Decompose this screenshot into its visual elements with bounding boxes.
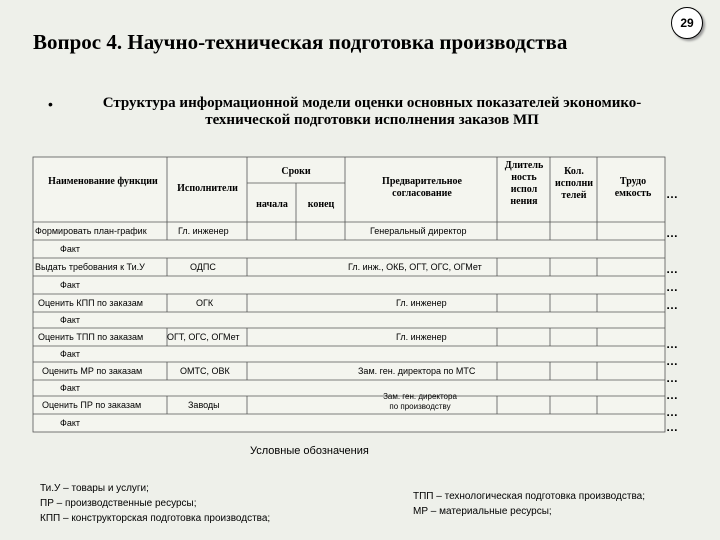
row-6-name: Оценить ПР по заказам xyxy=(42,400,142,410)
ellipsis-2: … xyxy=(666,262,679,276)
row-4-approval: Гл. инженер xyxy=(396,332,447,342)
row-3-executor: ОГК xyxy=(196,298,214,308)
ellipsis-6: … xyxy=(666,354,679,368)
slide-title: Вопрос 4. Научно-техническая подготовка производства xyxy=(33,30,568,54)
row-3-approval: Гл. инженер xyxy=(396,298,447,308)
ellipsis-7: … xyxy=(666,371,679,385)
ellipsis-8: … xyxy=(666,388,679,402)
row-3-name: Оценить КПП по заказам xyxy=(38,298,143,308)
col-header-start: начала xyxy=(256,199,288,210)
row-4-fact: Факт xyxy=(60,349,81,359)
row-4-executor: ОГТ, ОГС, ОГМет xyxy=(167,332,240,342)
col-header-end: конец xyxy=(307,199,335,210)
legend-item: ТПП – технологическая подготовка производства; xyxy=(413,491,645,502)
row-1-approval: Генеральный директор xyxy=(370,226,467,236)
row-1-name: Формировать план-график xyxy=(35,226,147,236)
page-number-badge: 29 xyxy=(671,7,703,39)
row-6-executor: Заводы xyxy=(188,400,220,410)
col-header-terms: Сроки xyxy=(281,166,311,177)
subtitle-line-1: Структура информационной модели оценки основных показателей экономико- xyxy=(102,95,642,111)
ellipsis-1: … xyxy=(666,226,679,240)
col-header-approval: Предварительное согласование xyxy=(382,176,462,199)
row-3-fact: Факт xyxy=(60,315,81,325)
ellipsis-9: … xyxy=(666,405,679,419)
legend-left xyxy=(40,481,270,526)
col-header-executor: Исполнители xyxy=(177,183,238,194)
row-2-executor: ОДПС xyxy=(190,262,216,272)
legend-item: МР – материальные ресурсы; xyxy=(413,506,552,517)
col-header-more: … xyxy=(666,187,679,201)
row-2-fact: Факт xyxy=(60,280,81,290)
row-5-executor: ОМТС, ОВК xyxy=(180,366,230,376)
row-5-fact: Факт xyxy=(60,383,81,393)
col-header-count: Кол. исполни телей xyxy=(555,166,593,201)
ellipsis-5: … xyxy=(666,337,679,351)
row-1-executor: Гл. инженер xyxy=(178,226,229,236)
row-1-fact: Факт xyxy=(60,244,81,254)
row-4-name: Оценить ТПП по заказам xyxy=(38,332,144,342)
row-6-approval: Зам. ген. директора по производству xyxy=(383,392,457,411)
subtitle-line-2: технической подготовки исполнения заказов МП xyxy=(205,112,539,128)
ellipsis-4: … xyxy=(666,298,679,312)
row-2-approval: Гл. инж., ОКБ, ОГТ, ОГС, ОГМет xyxy=(348,262,482,272)
legend-right xyxy=(413,489,645,519)
col-header-name: Наименование функции xyxy=(48,176,158,187)
legend-item: КПП – конструкторская подготовка производства; xyxy=(40,513,271,524)
row-6-fact: Факт xyxy=(60,418,81,428)
ellipsis-3: … xyxy=(666,280,679,294)
legend-item: ПР – производственные ресурсы; xyxy=(40,498,197,509)
row-5-approval: Зам. ген. директора по МТС xyxy=(358,366,476,376)
col-header-labor: Трудо емкость xyxy=(614,176,652,199)
legend-item: Ти.У – товары и услуги; xyxy=(40,483,149,494)
col-header-duration: Длитель ность испол нения xyxy=(504,160,544,207)
row-5-name: Оценить МР по заказам xyxy=(42,366,143,376)
legend-title: Условные обозначения xyxy=(250,445,369,457)
ellipsis-10: … xyxy=(666,420,679,434)
bullet-icon: • xyxy=(48,96,53,112)
row-2-name: Выдать требования к Ти.У xyxy=(35,262,145,272)
